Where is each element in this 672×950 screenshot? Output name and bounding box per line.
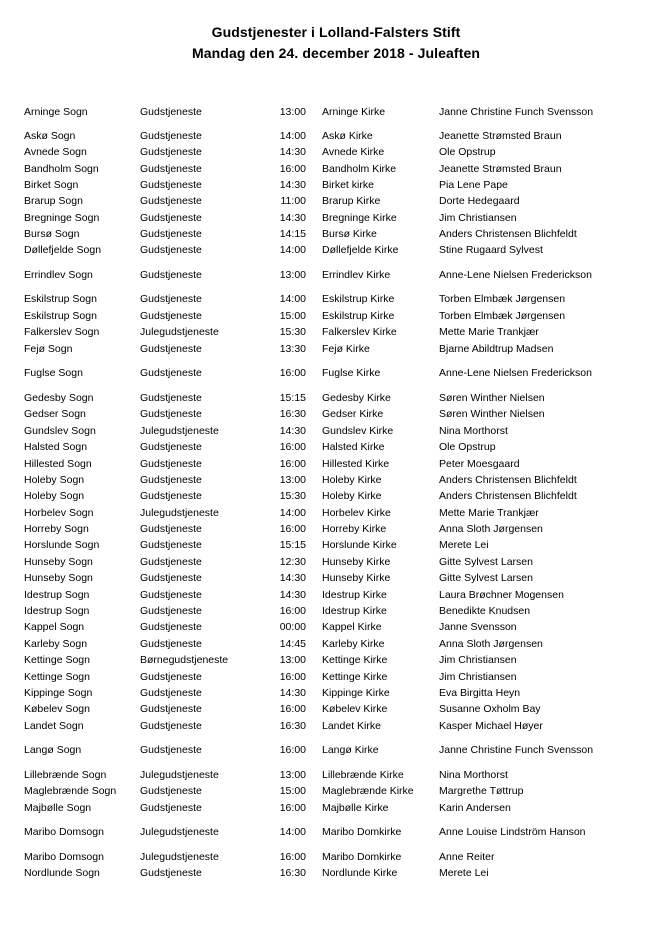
parish-cell: Landet Sogn [24, 720, 84, 732]
service-type-cell: Gudstjeneste [140, 195, 202, 207]
church-cell: Errindlev Kirke [322, 269, 391, 281]
church-cell: Eskilstrup Kirke [322, 293, 395, 305]
church-cell: Kappel Kirke [322, 621, 382, 633]
priest-cell: Janne Svensson [439, 621, 517, 633]
table-row [0, 472, 672, 488]
time-cell: 16:00 [279, 671, 306, 683]
table-row [0, 161, 672, 177]
table-row [0, 587, 672, 603]
parish-cell: Købelev Sogn [24, 703, 90, 715]
time-cell: 14:30 [279, 572, 306, 584]
priest-cell: Jeanette Strømsted Braun [439, 130, 562, 142]
table-row [0, 193, 672, 209]
time-cell: 15:30 [279, 326, 306, 338]
parish-cell: Bregninge Sogn [24, 212, 100, 224]
church-cell: Brarup Kirke [322, 195, 381, 207]
priest-cell: Ole Opstrup [439, 146, 496, 158]
service-type-cell: Gudstjeneste [140, 293, 202, 305]
priest-cell: Anne Reiter [439, 851, 495, 863]
time-cell: 16:00 [279, 744, 306, 756]
time-cell: 14:30 [279, 179, 306, 191]
church-cell: Idestrup Kirke [322, 589, 387, 601]
priest-cell: Anne Louise Lindström Hanson [439, 826, 586, 838]
time-cell: 16:00 [279, 367, 306, 379]
time-cell: 13:00 [279, 106, 306, 118]
parish-cell: Maribo Domsogn [24, 851, 104, 863]
church-cell: Gedesby Kirke [322, 392, 391, 404]
time-cell: 15:30 [279, 490, 306, 502]
service-type-cell: Gudstjeneste [140, 244, 202, 256]
service-type-cell: Julegudstjeneste [140, 326, 219, 338]
parish-cell: Horslunde Sogn [24, 539, 100, 551]
service-type-cell: Gudstjeneste [140, 343, 202, 355]
service-type-cell: Gudstjeneste [140, 179, 202, 191]
church-cell: Horreby Kirke [322, 523, 387, 535]
church-cell: Bregninge Kirke [322, 212, 397, 224]
church-cell: Idestrup Kirke [322, 605, 387, 617]
time-cell: 14:30 [279, 146, 306, 158]
table-row [0, 554, 672, 570]
church-cell: Birket kirke [322, 179, 374, 191]
church-cell: Nordlunde Kirke [322, 867, 398, 879]
priest-cell: Anne-Lene Nielsen Frederickson [439, 269, 592, 281]
time-cell: 14:00 [279, 507, 306, 519]
parish-cell: Kettinge Sogn [24, 671, 90, 683]
priest-cell: Dorte Hedegaard [439, 195, 520, 207]
church-cell: Bandholm Kirke [322, 163, 397, 175]
church-cell: Lillebrænde Kirke [322, 769, 404, 781]
church-cell: Døllefjelde Kirke [322, 244, 399, 256]
parish-cell: Lillebrænde Sogn [24, 769, 107, 781]
table-row [0, 308, 672, 324]
table-row [0, 537, 672, 553]
table-row [0, 701, 672, 717]
table-row [0, 521, 672, 537]
service-type-cell: Gudstjeneste [140, 720, 202, 732]
priest-cell: Pia Lene Pape [439, 179, 508, 191]
church-cell: Majbølle Kirke [322, 802, 389, 814]
priest-cell: Benedikte Knudsen [439, 605, 531, 617]
priest-cell: Anne-Lene Nielsen Frederickson [439, 367, 592, 379]
parish-cell: Majbølle Sogn [24, 802, 92, 814]
table-row [0, 291, 672, 307]
parish-cell: Gedesby Sogn [24, 392, 94, 404]
priest-cell: Anders Christensen Blichfeldt [439, 490, 577, 502]
church-cell: Hillested Kirke [322, 458, 390, 470]
church-cell: Hunseby Kirke [322, 572, 391, 584]
priest-cell: Janne Christine Funch Svensson [439, 106, 594, 118]
priest-cell: Mette Marie Trankjær [439, 326, 539, 338]
service-type-cell: Gudstjeneste [140, 556, 202, 568]
service-type-cell: Gudstjeneste [140, 163, 202, 175]
parish-cell: Idestrup Sogn [24, 589, 90, 601]
parish-cell: Døllefjelde Sogn [24, 244, 102, 256]
priest-cell: Gitte Sylvest Larsen [439, 556, 533, 568]
service-type-cell: Gudstjeneste [140, 130, 202, 142]
time-cell: 14:00 [279, 293, 306, 305]
priest-cell: Søren Winther Nielsen [439, 408, 545, 420]
time-cell: 14:30 [279, 589, 306, 601]
parish-cell: Errindlev Sogn [24, 269, 93, 281]
time-cell: 16:00 [279, 523, 306, 535]
priest-cell: Peter Moesgaard [439, 458, 520, 470]
service-type-cell: Gudstjeneste [140, 867, 202, 879]
parish-cell: Brarup Sogn [24, 195, 83, 207]
table-row [0, 144, 672, 160]
time-cell: 15:00 [279, 310, 306, 322]
church-cell: Askø Kirke [322, 130, 373, 142]
priest-cell: Anna Sloth Jørgensen [439, 523, 543, 535]
service-type-cell: Gudstjeneste [140, 687, 202, 699]
church-cell: Eskilstrup Kirke [322, 310, 395, 322]
table-row [0, 226, 672, 242]
table-row [0, 177, 672, 193]
table-row [0, 652, 672, 668]
service-type-cell: Gudstjeneste [140, 572, 202, 584]
parish-cell: Arninge Sogn [24, 106, 88, 118]
parish-cell: Holeby Sogn [24, 490, 85, 502]
service-type-cell: Gudstjeneste [140, 441, 202, 453]
time-cell: 15:15 [279, 392, 306, 404]
parish-cell: Bandholm Sogn [24, 163, 99, 175]
priest-cell: Søren Winther Nielsen [439, 392, 545, 404]
table-row [0, 365, 672, 381]
table-row [0, 324, 672, 340]
time-cell: 12:30 [279, 556, 306, 568]
priest-cell: Susanne Oxholm Bay [439, 703, 541, 715]
priest-cell: Merete Lei [439, 867, 489, 879]
parish-cell: Birket Sogn [24, 179, 79, 191]
parish-cell: Hunseby Sogn [24, 556, 93, 568]
priest-cell: Nina Morthorst [439, 769, 508, 781]
table-row [0, 210, 672, 226]
church-cell: Kettinge Kirke [322, 654, 388, 666]
priest-cell: Torben Elmbæk Jørgensen [439, 293, 566, 305]
parish-cell: Maglebrænde Sogn [24, 785, 117, 797]
priest-cell: Laura Brøchner Mogensen [439, 589, 564, 601]
parish-cell: Maribo Domsogn [24, 826, 104, 838]
parish-cell: Fejø Sogn [24, 343, 73, 355]
parish-cell: Halsted Sogn [24, 441, 88, 453]
church-cell: Bursø Kirke [322, 228, 377, 240]
service-type-cell: Gudstjeneste [140, 458, 202, 470]
church-cell: Holeby Kirke [322, 474, 382, 486]
parish-cell: Gedser Sogn [24, 408, 86, 420]
time-cell: 15:15 [279, 539, 306, 551]
service-type-cell: Julegudstjeneste [140, 826, 219, 838]
church-cell: Købelev Kirke [322, 703, 388, 715]
priest-cell: Anders Christensen Blichfeldt [439, 228, 577, 240]
document-subtitle: Mandag den 24. december 2018 - Juleaften [192, 45, 480, 61]
church-cell: Holeby Kirke [322, 490, 382, 502]
service-type-cell: Gudstjeneste [140, 671, 202, 683]
time-cell: 13:00 [279, 769, 306, 781]
service-type-cell: Gudstjeneste [140, 605, 202, 617]
priest-cell: Janne Christine Funch Svensson [439, 744, 594, 756]
priest-cell: Stine Rugaard Sylvest [439, 244, 543, 256]
service-type-cell: Gudstjeneste [140, 589, 202, 601]
church-cell: Kippinge Kirke [322, 687, 390, 699]
time-cell: 16:00 [279, 851, 306, 863]
table-row [0, 505, 672, 521]
church-cell: Maribo Domkirke [322, 826, 402, 838]
parish-cell: Fuglse Sogn [24, 367, 83, 379]
time-cell: 14:00 [279, 244, 306, 256]
table-row [0, 456, 672, 472]
service-type-cell: Gudstjeneste [140, 638, 202, 650]
church-cell: Horslunde Kirke [322, 539, 397, 551]
priest-cell: Ole Opstrup [439, 441, 496, 453]
time-cell: 13:00 [279, 269, 306, 281]
time-cell: 14:30 [279, 212, 306, 224]
priest-cell: Anna Sloth Jørgensen [439, 638, 543, 650]
service-type-cell: Gudstjeneste [140, 228, 202, 240]
time-cell: 16:30 [279, 867, 306, 879]
service-type-cell: Gudstjeneste [140, 802, 202, 814]
service-type-cell: Gudstjeneste [140, 785, 202, 797]
priest-cell: Eva Birgitta Heyn [439, 687, 521, 699]
church-cell: Maglebrænde Kirke [322, 785, 414, 797]
table-row [0, 242, 672, 258]
priest-cell: Nina Morthorst [439, 425, 508, 437]
table-row [0, 849, 672, 865]
time-cell: 16:30 [279, 408, 306, 420]
time-cell: 11:00 [280, 195, 306, 207]
parish-cell: Langø Sogn [24, 744, 82, 756]
parish-cell: Nordlunde Sogn [24, 867, 100, 879]
parish-cell: Kappel Sogn [24, 621, 85, 633]
parish-cell: Karleby Sogn [24, 638, 88, 650]
service-type-cell: Gudstjeneste [140, 744, 202, 756]
table-row [0, 423, 672, 439]
table-row [0, 619, 672, 635]
church-cell: Karleby Kirke [322, 638, 385, 650]
service-type-cell: Gudstjeneste [140, 106, 202, 118]
priest-cell: Jeanette Strømsted Braun [439, 163, 562, 175]
table-row [0, 390, 672, 406]
parish-cell: Hillested Sogn [24, 458, 92, 470]
parish-cell: Eskilstrup Sogn [24, 310, 97, 322]
parish-cell: Gundslev Sogn [24, 425, 96, 437]
table-row [0, 439, 672, 455]
service-type-cell: Gudstjeneste [140, 539, 202, 551]
priest-cell: Anders Christensen Blichfeldt [439, 474, 577, 486]
church-cell: Fuglse Kirke [322, 367, 381, 379]
table-row [0, 800, 672, 816]
time-cell: 14:15 [279, 228, 306, 240]
time-cell: 14:45 [279, 638, 306, 650]
table-row [0, 488, 672, 504]
time-cell: 14:30 [279, 687, 306, 699]
service-type-cell: Julegudstjeneste [140, 507, 219, 519]
church-cell: Maribo Domkirke [322, 851, 402, 863]
church-cell: Fejø Kirke [322, 343, 370, 355]
church-cell: Gundslev Kirke [322, 425, 394, 437]
time-cell: 16:00 [279, 441, 306, 453]
table-row [0, 824, 672, 840]
parish-cell: Eskilstrup Sogn [24, 293, 97, 305]
church-cell: Kettinge Kirke [322, 671, 388, 683]
priest-cell: Jim Christiansen [439, 671, 517, 683]
service-type-cell: Julegudstjeneste [140, 425, 219, 437]
time-cell: 13:00 [279, 654, 306, 666]
service-type-cell: Gudstjeneste [140, 310, 202, 322]
table-row [0, 570, 672, 586]
time-cell: 15:00 [279, 785, 306, 797]
time-cell: 14:30 [279, 425, 306, 437]
table-row [0, 718, 672, 734]
service-type-cell: Gudstjeneste [140, 269, 202, 281]
service-type-cell: Gudstjeneste [140, 212, 202, 224]
table-row [0, 685, 672, 701]
priest-cell: Bjarne Abildtrup Madsen [439, 343, 554, 355]
parish-cell: Horreby Sogn [24, 523, 89, 535]
parish-cell: Askø Sogn [24, 130, 76, 142]
service-type-cell: Gudstjeneste [140, 703, 202, 715]
church-cell: Falkerslev Kirke [322, 326, 397, 338]
table-row [0, 865, 672, 881]
table-row [0, 128, 672, 144]
priest-cell: Jim Christiansen [439, 654, 517, 666]
time-cell: 00:00 [279, 621, 306, 633]
church-cell: Horbelev Kirke [322, 507, 391, 519]
service-type-cell: Gudstjeneste [140, 523, 202, 535]
document-title: Gudstjenester i Lolland-Falsters Stift [211, 24, 461, 40]
service-type-cell: Gudstjeneste [140, 408, 202, 420]
time-cell: 14:00 [279, 826, 306, 838]
church-cell: Langø Kirke [322, 744, 379, 756]
priest-cell: Gitte Sylvest Larsen [439, 572, 533, 584]
parish-cell: Bursø Sogn [24, 228, 80, 240]
time-cell: 13:00 [279, 474, 306, 486]
table-row [0, 783, 672, 799]
service-type-cell: Gudstjeneste [140, 367, 202, 379]
service-type-cell: Julegudstjeneste [140, 851, 219, 863]
parish-cell: Falkerslev Sogn [24, 326, 100, 338]
priest-cell: Merete Lei [439, 539, 489, 551]
parish-cell: Holeby Sogn [24, 474, 85, 486]
time-cell: 13:30 [279, 343, 306, 355]
table-row [0, 406, 672, 422]
priest-cell: Kasper Michael Høyer [439, 720, 543, 732]
church-cell: Halsted Kirke [322, 441, 385, 453]
table-row [0, 742, 672, 758]
priest-cell: Karin Andersen [439, 802, 511, 814]
parish-cell: Hunseby Sogn [24, 572, 93, 584]
service-type-cell: Børnegudstjeneste [140, 654, 229, 666]
church-cell: Landet Kirke [322, 720, 381, 732]
table-row [0, 767, 672, 783]
church-cell: Arninge Kirke [322, 106, 386, 118]
table-row [0, 104, 672, 120]
service-type-cell: Gudstjeneste [140, 474, 202, 486]
service-type-cell: Gudstjeneste [140, 146, 202, 158]
church-cell: Avnede Kirke [322, 146, 385, 158]
parish-cell: Kettinge Sogn [24, 654, 90, 666]
priest-cell: Torben Elmbæk Jørgensen [439, 310, 566, 322]
parish-cell: Kippinge Sogn [24, 687, 93, 699]
service-type-cell: Gudstjeneste [140, 621, 202, 633]
priest-cell: Margrethe Tøttrup [439, 785, 524, 797]
priest-cell: Jim Christiansen [439, 212, 517, 224]
time-cell: 16:00 [279, 163, 306, 175]
table-row [0, 603, 672, 619]
parish-cell: Horbelev Sogn [24, 507, 94, 519]
service-type-cell: Gudstjeneste [140, 392, 202, 404]
time-cell: 16:00 [279, 802, 306, 814]
service-type-cell: Gudstjeneste [140, 490, 202, 502]
priest-cell: Mette Marie Trankjær [439, 507, 539, 519]
church-cell: Hunseby Kirke [322, 556, 391, 568]
time-cell: 16:00 [279, 605, 306, 617]
table-row [0, 341, 672, 357]
table-row [0, 267, 672, 283]
time-cell: 14:00 [279, 130, 306, 142]
time-cell: 16:00 [279, 458, 306, 470]
parish-cell: Idestrup Sogn [24, 605, 90, 617]
parish-cell: Avnede Sogn [24, 146, 87, 158]
service-type-cell: Julegudstjeneste [140, 769, 219, 781]
church-cell: Gedser Kirke [322, 408, 384, 420]
table-row [0, 636, 672, 652]
time-cell: 16:00 [279, 703, 306, 715]
time-cell: 16:30 [279, 720, 306, 732]
table-row [0, 669, 672, 685]
